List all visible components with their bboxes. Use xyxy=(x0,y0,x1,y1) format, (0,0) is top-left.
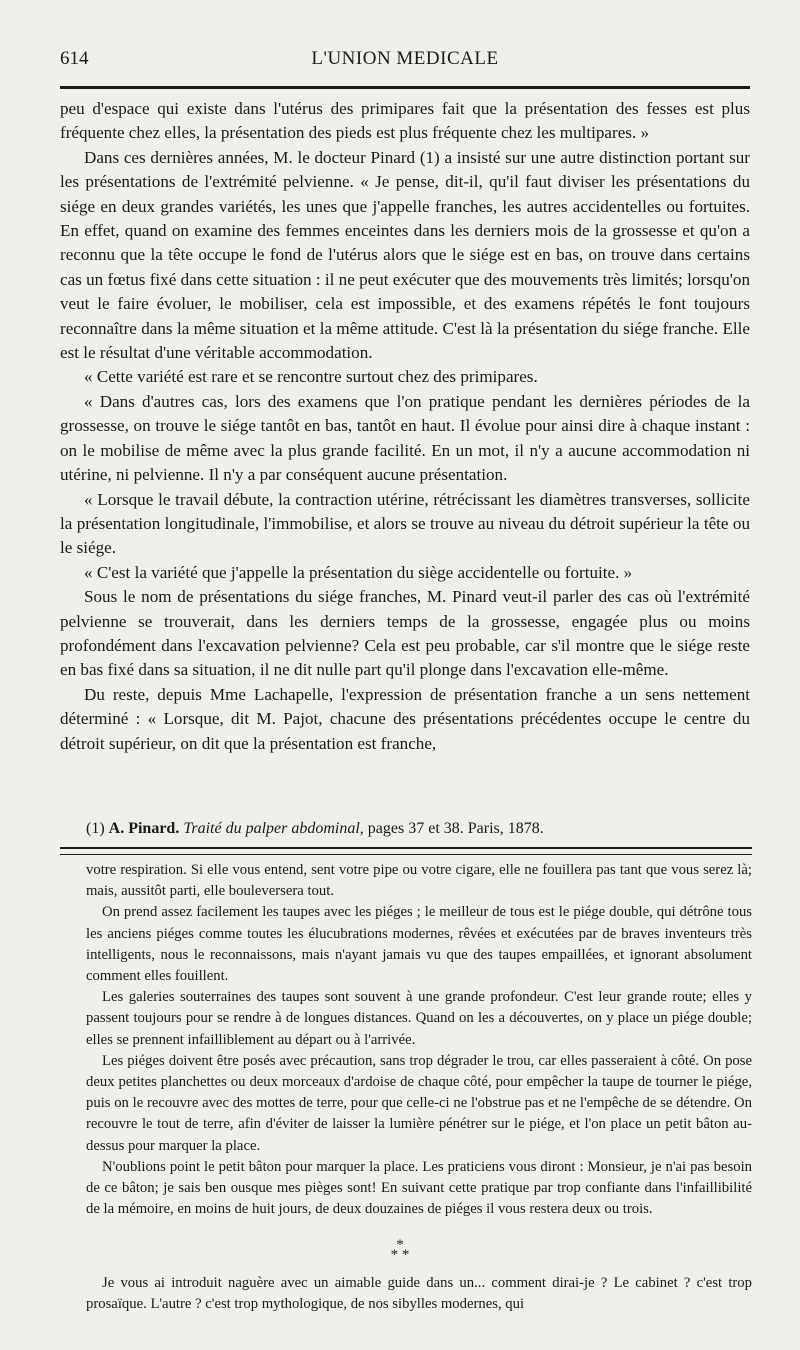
paragraph: Dans ces dernières années, M. le docteur Pinard (1) a insisté sur une autre distinction portant sur les présentations de l'extrémité pelvienne. « Je pense, dit-il, qu'il faut diviser les présentations du siége en deux grandes variétés, les unes que j'appelle franches, les autres accidentelles ou fortuites. En effet, quand on examine des femmes enceintes dans les derniers mois de la grossesse et qu'on a reconnu que la tête occupe le fond de l'utérus alors que le siége est en bas, on trouve dans certains cas un fœtus fixé dans cette situation : il ne peut exécuter que des mouvements très limités; lorsqu'on veut le faire évoluer, le mobiliser, cela est impossible, et des examens répétés le font toujours reconnaître dans la même situation et la même attitude. C'est là la présentation du siége franche. Elle est le résultat d'une véritable accommodation. xyxy=(60,147,750,363)
footnote xyxy=(86,818,746,840)
section-divider xyxy=(60,847,752,855)
paragraph: On prend assez facilement les taupes avec les piéges ; le meilleur de tous est le piége double, qui détrône tous les anciens piéges comme toutes les élucubrations modernes, rêvées et exécutées par de braves inventeurs très intelligents, nous le reconnaissons, mais n'ayant jamais vu que des taupes empaillées, et ignorant absolument comment elles fouillent. xyxy=(86,904,752,985)
footnote-title: Traité du palper abdominal, xyxy=(183,820,364,837)
footnote-author: A. Pinard. xyxy=(108,820,180,837)
paragraph: N'oublions point le petit bâton pour marquer la place. Les praticiens vous diront : Monsieur, je n'ai pas besoin de ce bâton; je sais ben ousque mes pièges sont! En suivant cette pratique par trop confiante dans l'infaillibilité de la mémoire, en moins de huit jours, de deux douzaines de piéges il vous restera deux ou trois. xyxy=(86,1158,752,1218)
footnote-marker: (1) xyxy=(86,820,105,837)
paragraph: Les piéges doivent être posés avec précaution, sans trop dégrader le trou, car elles passeraient à côté. On pose deux petites planchettes ou deux morceaux d'ardoise de chaque côté, pour empêcher la taupe de tourner le piége, puis on le recouvre avec des mottes de terre, pour que celle-ci ne l'obstrue pas et ne l'empêche de se détendre. On recouvre le tout de terre, afin d'éviter de laisser la lumière pénétrer sur le piége, et l'on place un petit bâton au-dessus pour marquer la place. xyxy=(86,1052,752,1154)
footnote-rest: pages 37 et 38. Paris, 1878. xyxy=(367,820,544,837)
paragraph: Les galeries souterraines des taupes sont souvent à une grande profondeur. C'est leur grande route; elles y passent toujours pour se rendre à de longues distances. Quand on les a découvertes, on y place un piége double; elles se prennent infailliblement au départ ou à l'arrivée. xyxy=(86,989,752,1048)
paragraph: Du reste, depuis Mme Lachapelle, l'expression de présentation franche a un sens nettement déterminé : « Lorsque, dit M. Pajot, chacune des présentations précédentes occupe le centre du détroit supérieur, on dit que la présentation est franche, xyxy=(60,684,750,753)
paragraph: peu d'espace qui existe dans l'utérus des primipares fait que la présentation des fesses est plus fréquente chez elles, la présentation des pieds est plus fréquente chez les multipares. » xyxy=(60,99,750,143)
running-title: L'UNION MEDICALE xyxy=(311,48,499,69)
paragraph: Je vous ai introduit naguère avec un aimable guide dans un... comment dirai-je ? Le cabinet ? c'est trop prosaïque. L'autre ? c'est trop mythologique, de nos sibylles modernes, qui xyxy=(86,1275,752,1312)
paragraph: votre respiration. Si elle vous entend, sent votre pipe ou votre cigare, elle ne fouillera pas tant que vous serez là; mais, aussitôt parti, elle bouleversera tout. xyxy=(86,862,752,900)
paragraph: « C'est la variété que j'appelle la présentation du siège accidentelle ou fortuite. » xyxy=(84,562,633,582)
main-text xyxy=(60,97,750,756)
paragraph: « Dans d'autres cas, lors des examens que l'on pratique pendant les dernières périodes de la grossesse, on trouve le siége tantôt en bas, tantôt en haut. Il évolue pour ainsi dire à chaque instant : on le mobilise de même avec la plus grande facilité. En un mot, il n'y a aucune accommodation ni utérine, ni pelvienne. Il n'y a par conséquent aucune présentation. xyxy=(60,391,750,485)
paragraph: Sous le nom de présentations du siége franches, M. Pinard veut-il parler des cas où l'extrémité pelvienne se trouverait, dans les derniers temps de la grossesse, engagée plus ou moins profondément dans l'excavation pelvienne? Cela est peu probable, car s'il montre que le siége reste en bas fixé dans sa situation, il ne dit nulle part qu'il plonge dans l'excavation elle-même. xyxy=(60,587,750,680)
header-rule xyxy=(60,86,750,89)
feuilleton-text xyxy=(86,860,752,1220)
page-number: 614 xyxy=(60,48,89,69)
page-header xyxy=(60,48,750,78)
asterism: * * * xyxy=(390,1237,410,1263)
paragraph: « Cette variété est rare et se rencontre surtout chez des primipares. xyxy=(84,367,538,387)
closing-paragraph xyxy=(86,1273,752,1315)
paragraph: « Lorsque le travail débute, la contraction utérine, rétrécissant les diamètres transverses, sollicite la présentation longitudinale, l'immobilise, et alors se trouve au niveau du détroit supérieur la tête ou le siége. xyxy=(60,489,750,558)
